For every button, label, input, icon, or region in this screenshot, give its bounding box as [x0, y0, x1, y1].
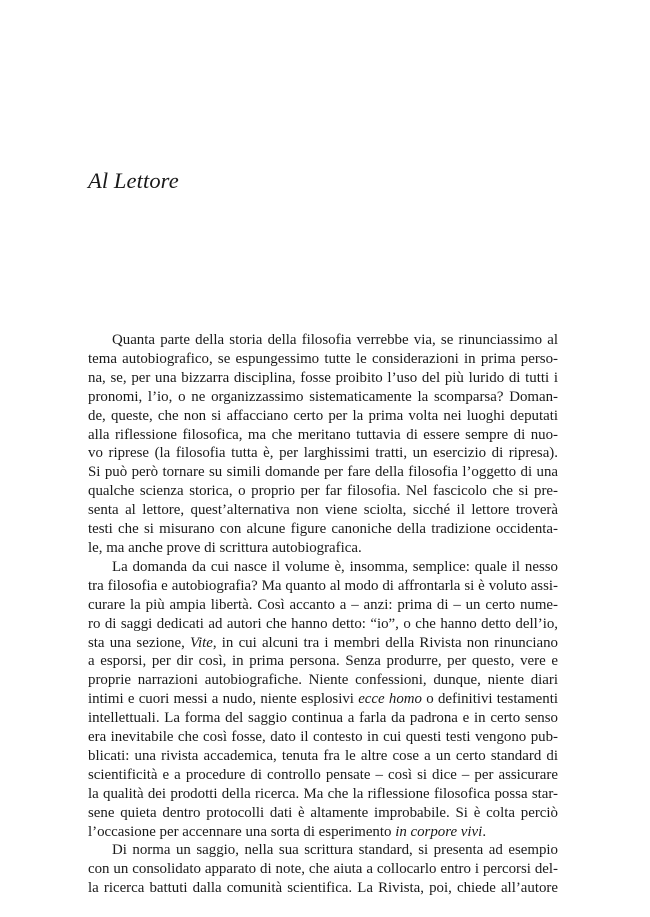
text-line: intellettuali. La forma del saggio continua a farla da padrona e in certo senso	[88, 710, 558, 727]
text-line: l’occasione per accennare una sorta di esperimento in corpore vivi.	[88, 823, 487, 840]
text-line: era inevitabile che così fosse, dato il contesto in cui questi testi vengono pub-	[88, 729, 558, 746]
text-line: vo riprese (la filosofia tutta è, per larghissimi tratti, un esercizio di ripresa).	[88, 445, 558, 462]
text-line: Quanta parte della storia della filosofia verrebbe via, se rinunciassimo al	[112, 332, 558, 348]
text-line: senta al lettore, quest’alternativa non viene sciolta, sicché il lettore troverà	[88, 502, 558, 519]
text-line: qualche scienza storica, o proprio per far filosofia. Nel fascicolo che si pre-	[88, 483, 558, 500]
text-line: na, se, per una bizzarra disciplina, fosse proibito l’uso del più lurido di tutti i	[88, 369, 558, 386]
text-line: la ricerca battuti dalla comunità scientifica. La Rivista, poi, chiede all’autore	[88, 880, 558, 897]
paragraph	[88, 558, 558, 842]
italic-term: Vite	[190, 634, 213, 651]
text-line: tema autobiografico, se espungessimo tutte le considerazioni in prima perso-	[88, 350, 558, 367]
italic-term: ecce homo	[358, 691, 422, 708]
body-text	[88, 331, 558, 898]
text-line: curare la più ampia libertà. Così accanto a – anzi: prima di – un certo nume-	[88, 596, 558, 613]
italic-term: in corpore vivi	[395, 823, 483, 840]
text-line: intimi e cuori messi a nudo, niente esplosivi ecce homo o definitivi testamenti	[88, 691, 559, 708]
text-line: con un consolidato apparato di note, che aiuta a collocarlo entro i percorsi del-	[88, 861, 558, 878]
text-line: Di norma un saggio, nella sua scrittura standard, si presenta ad esempio	[112, 842, 558, 859]
text-line: La domanda da cui nasce il volume è, insomma, semplice: quale il nesso	[112, 558, 558, 575]
text-line: le, ma anche prove di scrittura autobiografica.	[88, 539, 362, 556]
text-line: tra filosofia e autobiografia? Ma quanto al modo di affrontarla si è voluto assi-	[88, 577, 558, 594]
page-title: Al Lettore	[88, 168, 179, 193]
text-line: proprie narrazioni autobiografiche. Niente confessioni, dunque, niente diari	[88, 672, 558, 689]
text-line: sta una sezione, Vite, in cui alcuni tra i membri della Rivista non rinunciano	[88, 634, 558, 651]
text-line: Si può però tornare su simili domande per fare della filosofia l’oggetto di una	[88, 464, 558, 481]
text-line: la qualità dei prodotti della ricerca. Ma che la riflessione filosofica possa star-	[88, 785, 558, 802]
text-line: alla riflessione filosofica, ma che meritano tuttavia di essere sempre di nuo-	[88, 426, 558, 443]
text-line: blicati: una rivista accademica, tenuta fra le altre cose a un certo standard di	[88, 747, 558, 764]
paragraph	[88, 841, 558, 898]
text-line: de, queste, che non si affacciano certo per la prima volta nei luoghi deputati	[88, 407, 558, 424]
text-line: testi che si misurano con alcune figure canoniche della tradizione occidenta-	[88, 521, 558, 538]
text-line: scientificità e a procedure di controllo pensate – così si dice – per assicurare	[88, 766, 558, 783]
text-line: pronomi, l’io, o ne organizzassimo sistematicamente la scomparsa? Doman-	[88, 388, 558, 405]
paragraph	[88, 331, 558, 558]
text-line: ro di saggi dedicati ad autori che hanno detto: “io”, o che hanno detto dell’io,	[88, 615, 558, 632]
text-line: sene quieta dentro protocolli dati è altamente improbabile. Si è colta perciò	[88, 804, 558, 821]
text-line: a esporsi, per dir così, in prima persona. Senza produrre, per questo, vere e	[88, 653, 558, 670]
